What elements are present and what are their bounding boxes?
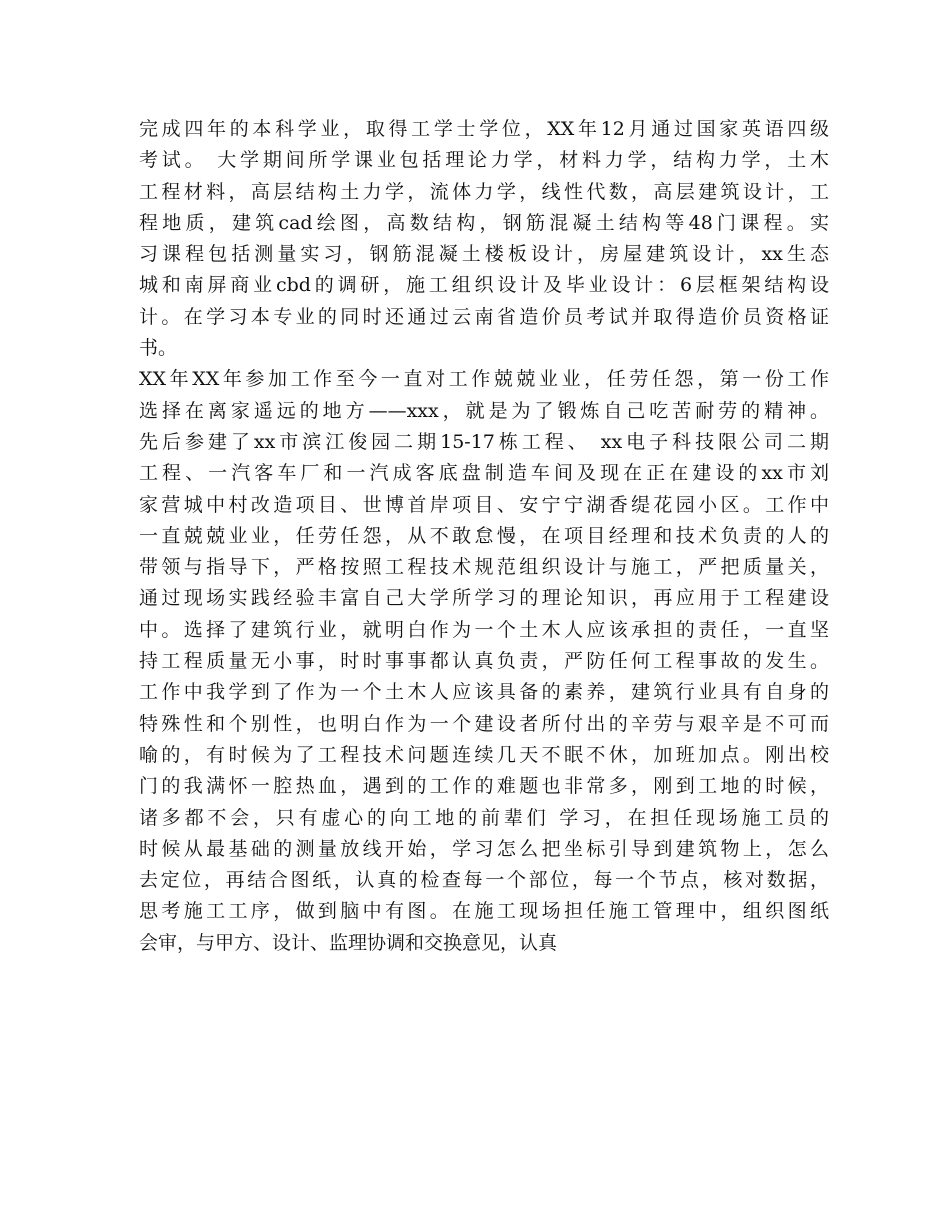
text-line: 计。在学习本专业的同时还通过云南省造价员考试并取得造价员资格证: [139, 305, 829, 328]
text-line: 考试。 大学期间所学课业包括理论力学，材料力学，结构力学，土木: [139, 149, 829, 172]
text-line: 一直兢兢业业，任劳任怨，从不敢怠慢，在项目经理和技术负责的人的: [139, 524, 829, 547]
text-line: 完成四年的本科学业，取得工学士学位，XX年12月通过国家英语四级: [139, 118, 829, 140]
text-line: 门的我满怀一腔热血，遇到的工作的难题也非常多，刚到工地的时候，: [139, 775, 829, 798]
text-line: 时候从最基础的测量放线开始，学习怎么把坐标引导到建筑物上，怎么: [139, 837, 829, 860]
text-line: 城和南屏商业cbd的调研，施工组织设计及毕业设计：6层框架结构设: [139, 274, 829, 297]
text-line: 工程、一汽客车厂和一汽成客底盘制造车间及现在正在建设的xx市刘: [139, 462, 829, 485]
text-line: 家营城中村改造项目、世博首岸项目、安宁宁湖香缇花园小区。工作中: [139, 493, 829, 516]
text-line: 特殊性和个别性，也明白作为一个建设者所付出的辛劳与艰辛是不可而: [139, 712, 829, 735]
text-line: 书。: [139, 337, 178, 360]
text-line: 通过现场实践经验丰富自己大学所学习的理论知识，再应用于工程建设: [139, 587, 829, 610]
text-line: 持工程质量无小事，时时事事都认真负责，严防任何工程事故的发生。: [139, 650, 829, 673]
text-line: 工程材料，高层结构土力学，流体力学，线性代数，高层建筑设计，工: [139, 180, 829, 203]
text-line: 工作中我学到了作为一个土木人应该具备的素养，建筑行业具有自身的: [139, 681, 829, 704]
text-line: 去定位，再结合图纸，认真的检查每一个部位，每一个节点，核对数据，: [139, 869, 829, 892]
text-line: 选择在离家遥远的地方——xxx，就是为了锻炼自己吃苦耐劳的精神。: [139, 399, 829, 422]
text-line: 习课程包括测量实习，钢筋混凝土楼板设计，房屋建筑设计，xx生态: [139, 243, 829, 266]
text-line: 中。选择了建筑行业，就明白作为一个土木人应该承担的责任，一直坚: [139, 618, 829, 641]
text-line: 诸多都不会，只有虚心的向工地的前辈们 学习，在担任现场施工员的: [139, 806, 829, 829]
text-line: 先后参建了xx市滨江俊园二期15-17栋工程、 xx电子科技限公司二期: [139, 430, 829, 453]
text-line: 会审，与甲方、设计、监理协调和交换意见，认真: [139, 931, 558, 954]
body-text: [139, 114, 829, 959]
text-line: XX年XX年参加工作至今一直对工作兢兢业业，任劳任怨，第一份工作: [139, 368, 829, 391]
text-line: 思考施工工序，做到脑中有图。在施工现场担任施工管理中，组织图纸: [139, 900, 829, 923]
text-line: 喻的，有时候为了工程技术问题连续几天不眠不休，加班加点。刚出校: [139, 743, 829, 766]
text-line: 带领与指导下，严格按照工程技术规范组织设计与施工，严把质量关，: [139, 556, 829, 579]
text-line: 程地质，建筑cad绘图，高数结构，钢筋混凝土结构等48门课程。实: [139, 211, 829, 234]
